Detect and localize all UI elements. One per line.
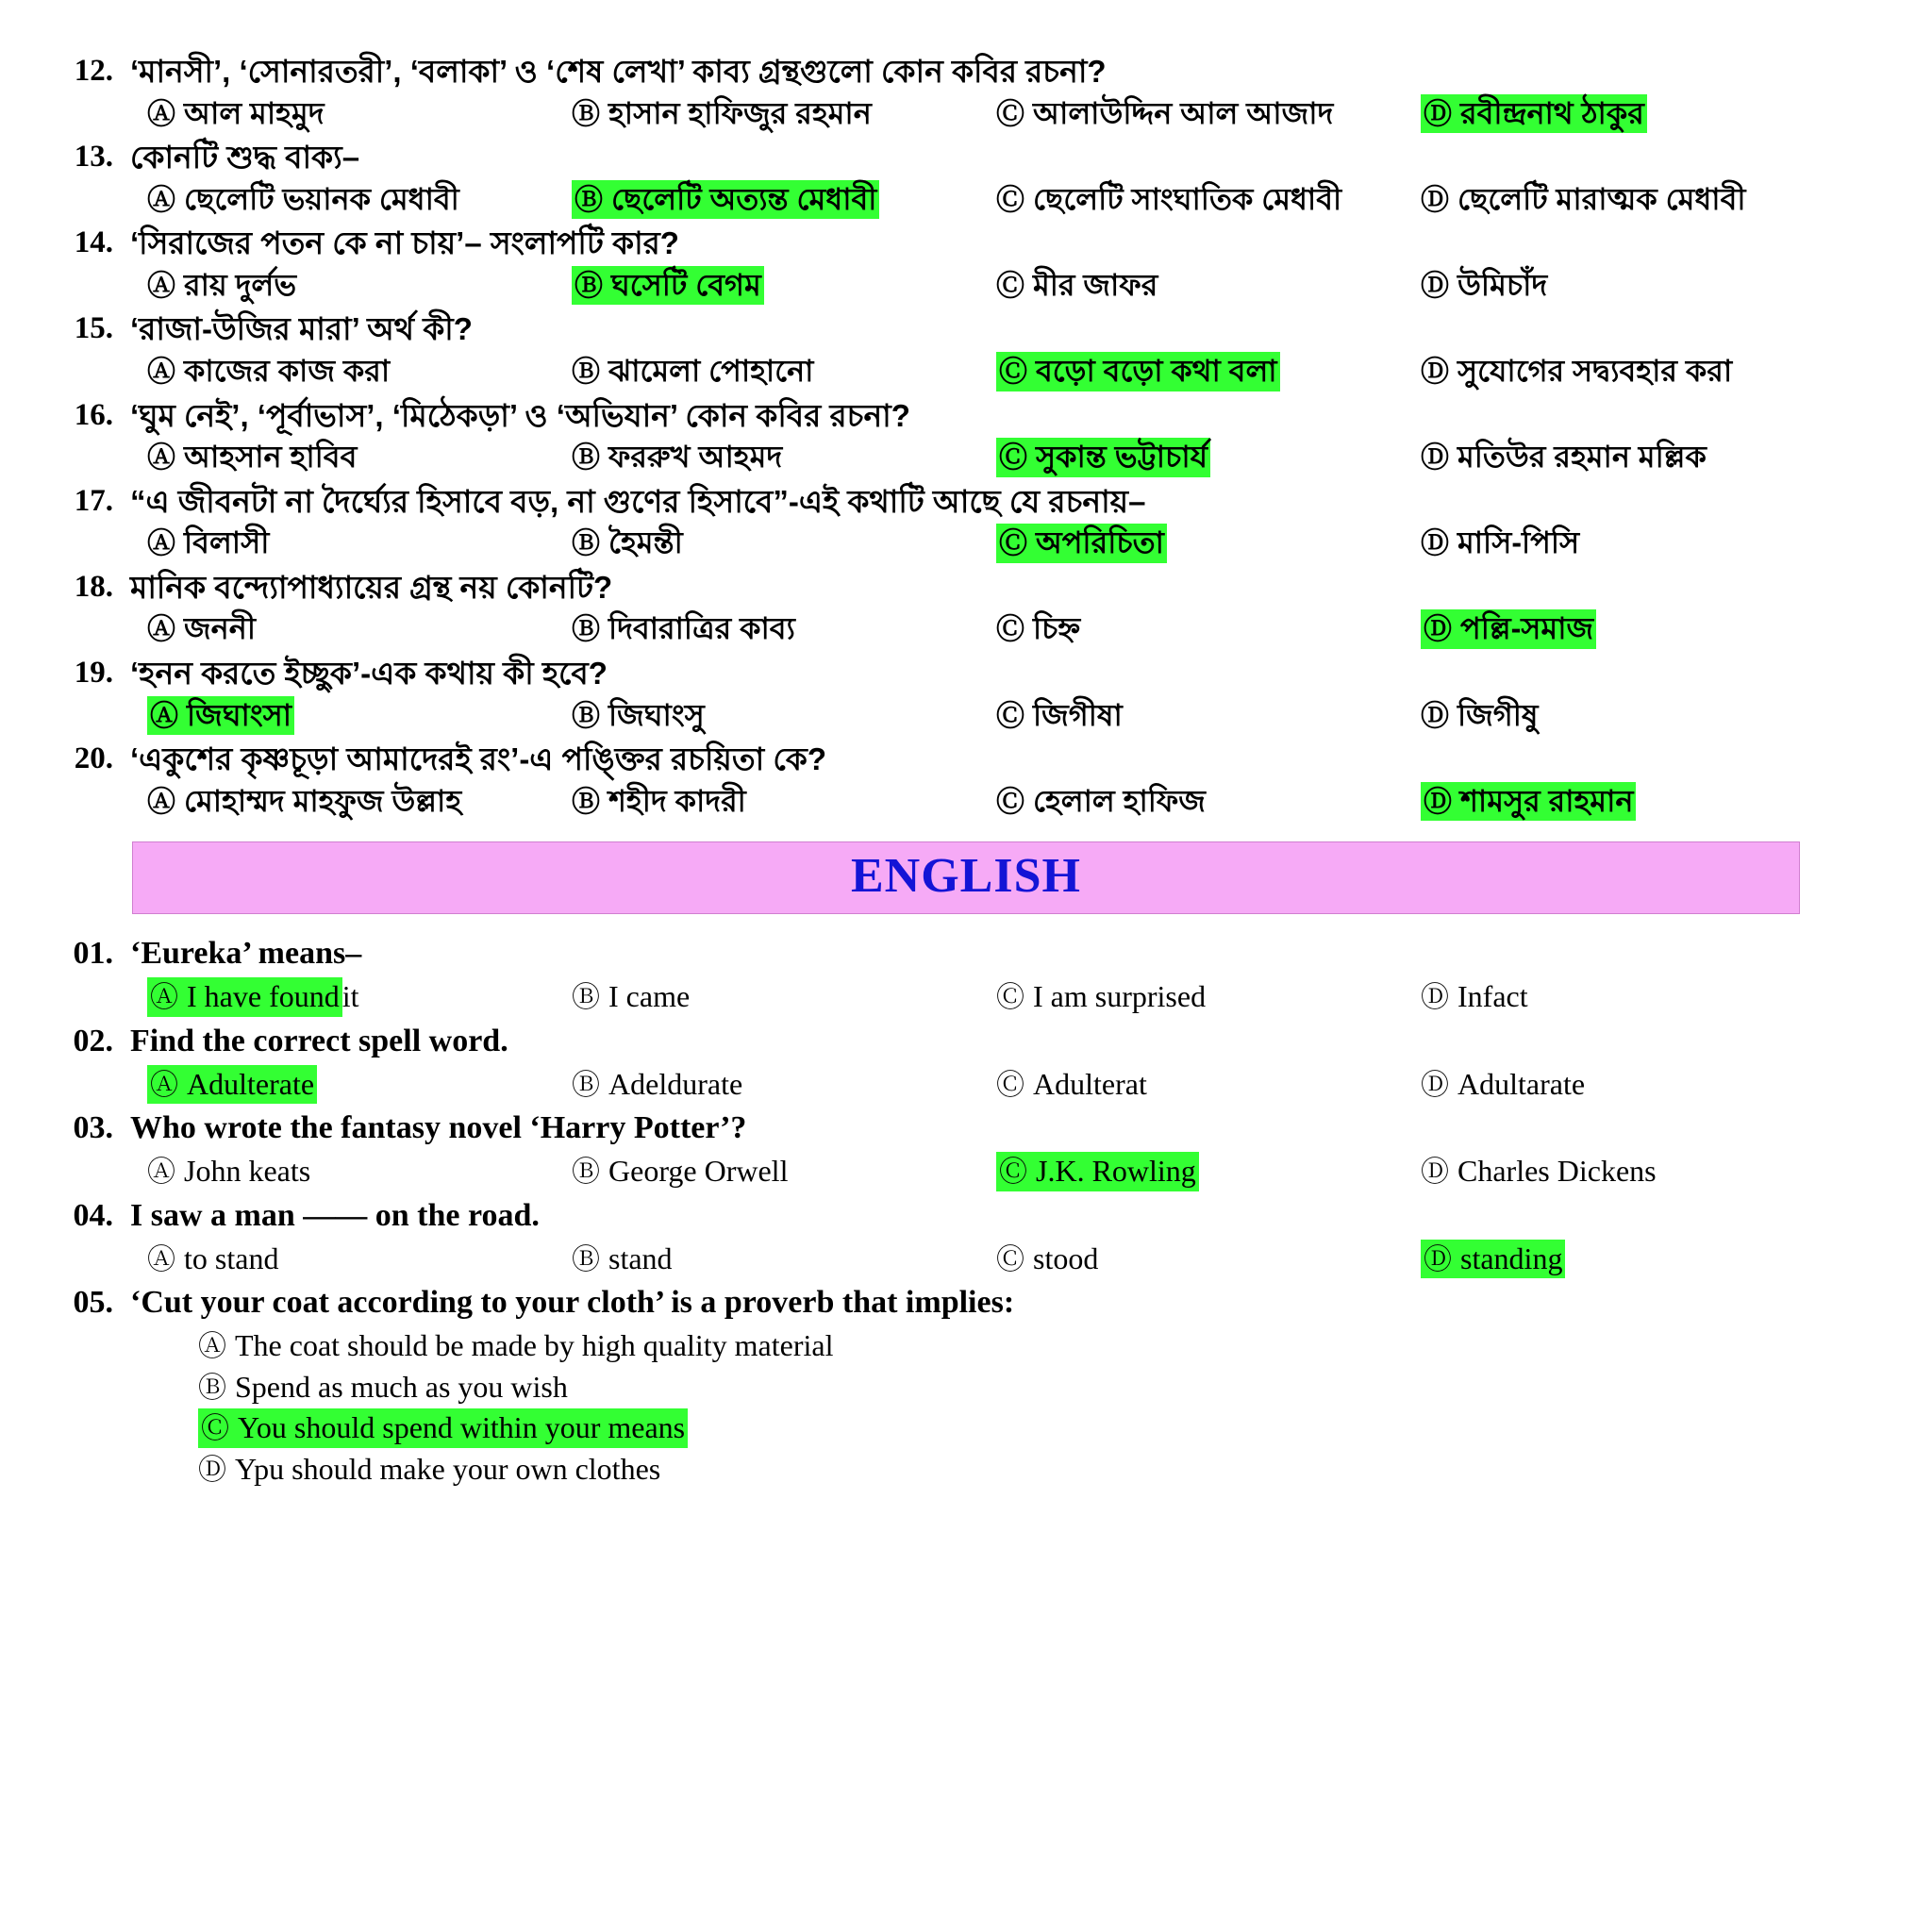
option-label: বিলাসী	[184, 525, 270, 560]
option-label: জননী	[184, 611, 256, 646]
option-Ⓓ[interactable]	[1421, 438, 1707, 477]
option-Ⓑ[interactable]	[572, 782, 996, 822]
option-Ⓒ[interactable]	[996, 266, 1421, 306]
option-label: হৈমন্তী	[608, 525, 683, 560]
option-label: জিঘাংসু	[608, 697, 705, 732]
option-Ⓒ[interactable]	[996, 609, 1421, 649]
option-marker: Ⓒ	[996, 614, 1024, 646]
question-block	[57, 739, 1875, 821]
option-label: শহীদ কাদরী	[608, 783, 746, 818]
option-label: ফররুখ আহমদ	[608, 440, 783, 475]
option-Ⓒ[interactable]	[996, 1065, 1421, 1105]
question-block	[57, 933, 1875, 1016]
option-marker: Ⓒ	[999, 356, 1027, 388]
option-row	[57, 977, 1875, 1017]
option-marker: Ⓒ	[999, 1157, 1027, 1189]
option-label: John keats	[184, 1154, 311, 1189]
option-label: রায় দুর্লভ	[184, 267, 297, 302]
option-label: Adulterat	[1033, 1066, 1147, 1101]
option-Ⓐ[interactable]	[147, 352, 572, 391]
option-label: George Orwell	[608, 1154, 789, 1189]
english-section-banner	[132, 841, 1800, 914]
option-marker: Ⓑ	[572, 700, 600, 732]
option-Ⓓ[interactable]	[1421, 1065, 1585, 1105]
question-text: I saw a man —— on the road.	[130, 1197, 540, 1233]
option-Ⓓ[interactable]	[1421, 696, 1539, 736]
option-label: হাসান হাফিজুর রহমান	[608, 95, 872, 130]
option-marker: Ⓒ	[996, 786, 1024, 818]
option-Ⓑ[interactable]	[572, 977, 996, 1017]
option-marker: Ⓒ	[996, 700, 1024, 732]
option-marker: Ⓓ	[1424, 786, 1452, 818]
question-text: Find the correct spell word.	[130, 1023, 508, 1058]
option-label: ছেলেটি মারাত্মক মেধাবী	[1457, 181, 1746, 216]
option-Ⓒ[interactable]	[996, 1152, 1421, 1191]
option-Ⓑ[interactable]	[572, 180, 996, 220]
option-marker: Ⓑ	[575, 270, 603, 302]
question-stem	[57, 1282, 1875, 1324]
option-label: কাজের কাজ করা	[184, 353, 391, 388]
option-Ⓒ[interactable]	[996, 782, 1421, 822]
option-row	[57, 94, 1875, 134]
option-Ⓐ[interactable]	[147, 782, 572, 822]
option-label: I came	[608, 979, 691, 1014]
option-marker: Ⓒ	[996, 982, 1024, 1014]
question-number: 02.	[73, 1023, 113, 1058]
option-Ⓑ[interactable]	[572, 94, 996, 134]
option-row	[57, 1240, 1875, 1279]
option-marker: Ⓐ	[147, 1243, 175, 1275]
option-Ⓒ[interactable]	[198, 1408, 1875, 1448]
option-label: You should spend within your means	[238, 1410, 686, 1445]
question-number: 16.	[74, 397, 113, 432]
option-marker: Ⓐ	[150, 982, 178, 1014]
option-Ⓑ[interactable]	[198, 1368, 1875, 1407]
option-Ⓐ[interactable]	[147, 1152, 572, 1191]
option-label: হেলাল হাফিজ	[1033, 783, 1206, 818]
question-number: 17.	[74, 483, 113, 518]
option-marker: Ⓒ	[996, 98, 1024, 130]
option-marker: Ⓑ	[198, 1372, 226, 1404]
option-Ⓐ[interactable]	[147, 180, 572, 220]
option-Ⓓ[interactable]	[1421, 180, 1746, 220]
option-Ⓒ[interactable]	[996, 977, 1421, 1017]
question-text: ‘Cut your coat according to your cloth’ is a proverb that implies:	[130, 1285, 1015, 1321]
option-marker: Ⓑ	[575, 184, 603, 216]
option-label: ঘসেটি বেগম	[611, 267, 761, 302]
question-text: ‘হনন করতে ইচ্ছুক’-এক কথায় কী হবে?	[130, 655, 608, 691]
question-stem	[57, 739, 1875, 780]
option-Ⓐ[interactable]	[147, 438, 572, 477]
option-label: সুযোগের সদ্ব্যবহার করা	[1457, 353, 1733, 388]
option-marker: Ⓐ	[198, 1331, 226, 1363]
option-marker: Ⓓ	[1421, 1069, 1449, 1101]
option-marker: Ⓓ	[1421, 528, 1449, 560]
question-stem	[57, 51, 1875, 92]
option-marker: Ⓓ	[1424, 1243, 1452, 1275]
option-marker: Ⓑ	[572, 528, 600, 560]
question-stem	[57, 1108, 1875, 1150]
question-stem	[57, 1021, 1875, 1063]
option-marker: Ⓒ	[996, 184, 1024, 216]
option-Ⓐ[interactable]	[147, 1240, 572, 1279]
option-Ⓓ[interactable]	[1421, 524, 1579, 563]
option-marker: Ⓑ	[572, 442, 600, 475]
option-Ⓑ[interactable]	[572, 352, 996, 391]
option-marker: Ⓓ	[1424, 614, 1452, 646]
option-marker: Ⓓ	[1421, 356, 1449, 388]
option-marker: Ⓑ	[572, 786, 600, 818]
question-text: ‘ঘুম নেই’, ‘পূর্বাভাস’, ‘মিঠেকড়া’ ও ‘অভিযান’ কোন কবির রচনা?	[130, 397, 910, 433]
option-label: Adeldurate	[608, 1066, 743, 1101]
option-marker: Ⓓ	[1421, 442, 1449, 475]
option-label: চিহ্ন	[1033, 611, 1081, 646]
option-Ⓑ[interactable]	[572, 1065, 996, 1105]
option-label: ঝামেলা পোহানো	[608, 353, 814, 388]
option-marker: Ⓑ	[572, 982, 600, 1014]
option-label: জিগীষু	[1457, 697, 1539, 732]
option-Ⓐ[interactable]	[147, 1065, 572, 1105]
option-Ⓑ[interactable]	[572, 524, 996, 563]
option-Ⓐ[interactable]	[198, 1326, 1875, 1366]
option-row	[57, 266, 1875, 306]
option-label: ছেলেটি ভয়ানক মেধাবী	[184, 181, 459, 216]
option-label: J.K. Rowling	[1036, 1154, 1196, 1189]
question-stem	[57, 137, 1875, 178]
question-stem	[57, 653, 1875, 694]
option-Ⓑ[interactable]	[572, 438, 996, 477]
question-stem	[57, 481, 1875, 523]
option-marker: Ⓓ	[198, 1454, 226, 1486]
question-number: 15.	[74, 311, 113, 346]
option-Ⓒ[interactable]	[996, 438, 1421, 477]
option-marker: Ⓑ	[572, 1243, 600, 1275]
option-Ⓑ[interactable]	[572, 696, 996, 736]
option-label: standing	[1460, 1241, 1563, 1275]
question-block	[57, 1282, 1875, 1489]
question-stem	[57, 308, 1875, 350]
option-Ⓑ[interactable]	[572, 1240, 996, 1279]
option-label: মতিউর রহমান মল্লিক	[1457, 440, 1707, 475]
question-number: 14.	[74, 225, 113, 260]
option-label: সুকান্ত ভট্টাচার্য	[1036, 440, 1208, 475]
question-text: কোনটি শুদ্ধ বাক্য–	[130, 140, 360, 175]
option-marker: Ⓓ	[1421, 184, 1449, 216]
option-marker: Ⓒ	[996, 1243, 1024, 1275]
option-Ⓓ[interactable]	[1421, 94, 1647, 134]
option-label: মীর জাফর	[1033, 267, 1158, 302]
option-row	[57, 438, 1875, 477]
option-marker: Ⓐ	[147, 184, 175, 216]
option-Ⓐ[interactable]	[147, 977, 572, 1017]
option-label: Spend as much as you wish	[235, 1369, 568, 1404]
english-section	[57, 933, 1875, 1489]
question-text: ‘সিরাজের পতন কে না চায়’– সংলাপটি কার?	[130, 225, 679, 261]
option-marker: Ⓒ	[996, 1069, 1024, 1101]
option-marker: Ⓑ	[572, 356, 600, 388]
question-block	[57, 223, 1875, 305]
question-block	[57, 481, 1875, 563]
question-number: 12.	[74, 54, 113, 88]
option-row	[57, 1152, 1875, 1191]
question-number: 05.	[73, 1285, 113, 1321]
question-stem	[57, 567, 1875, 608]
option-label: রবীন্দ্রনাথ ঠাকুর	[1460, 95, 1644, 130]
option-label: I have found	[187, 979, 340, 1014]
question-block	[57, 567, 1875, 649]
option-marker: Ⓐ	[147, 270, 175, 302]
question-text: ‘রাজা-উজির মারা’ অর্থ কী?	[130, 311, 473, 347]
option-Ⓑ[interactable]	[572, 266, 996, 306]
question-text: Who wrote the fantasy novel ‘Harry Potter’?	[130, 1110, 747, 1146]
question-block	[57, 1021, 1875, 1104]
option-label: দিবারাত্রির কাব্য	[608, 611, 795, 646]
question-block	[57, 137, 1875, 219]
question-block	[57, 308, 1875, 391]
option-label: stand	[608, 1241, 673, 1275]
option-Ⓒ[interactable]	[996, 1240, 1421, 1279]
option-label: I am surprised	[1033, 979, 1207, 1014]
option-marker: Ⓓ	[1421, 982, 1449, 1014]
option-label: to stand	[184, 1241, 279, 1275]
question-number: 04.	[73, 1197, 113, 1233]
option-marker: Ⓒ	[999, 442, 1027, 475]
option-row	[57, 696, 1875, 736]
option-marker: Ⓑ	[572, 1157, 600, 1189]
option-label: পল্লি-সমাজ	[1460, 611, 1594, 646]
option-Ⓑ[interactable]	[572, 1152, 996, 1191]
option-Ⓒ[interactable]	[996, 524, 1421, 563]
option-marker: Ⓐ	[147, 98, 175, 130]
option-label: উমিচাঁদ	[1457, 267, 1548, 302]
option-Ⓓ[interactable]	[1421, 352, 1732, 391]
option-Ⓒ[interactable]	[996, 696, 1421, 736]
option-label: Infact	[1457, 979, 1528, 1014]
question-text: ‘Eureka’ means–	[130, 936, 362, 972]
option-marker: Ⓐ	[147, 1157, 175, 1189]
option-Ⓓ[interactable]	[1421, 782, 1636, 822]
option-marker: Ⓑ	[572, 614, 600, 646]
question-stem	[57, 395, 1875, 437]
question-number: 01.	[73, 936, 113, 972]
option-Ⓒ[interactable]	[996, 352, 1421, 391]
question-stem	[57, 223, 1875, 264]
option-Ⓓ[interactable]	[1421, 977, 1528, 1017]
option-label: stood	[1033, 1241, 1099, 1275]
question-block	[57, 653, 1875, 735]
option-label-rest: it	[341, 979, 359, 1014]
question-number: 18.	[74, 569, 113, 604]
option-label: ছেলেটি অত্যন্ত মেধাবী	[611, 181, 877, 216]
option-label: মাসি-পিসি	[1457, 525, 1580, 560]
option-label: আল মাহমুদ	[184, 95, 325, 130]
question-block	[57, 1195, 1875, 1278]
option-marker: Ⓐ	[147, 528, 175, 560]
option-marker: Ⓒ	[999, 528, 1027, 560]
option-marker: Ⓓ	[1421, 1157, 1449, 1189]
option-Ⓐ[interactable]	[147, 609, 572, 649]
question-number: 19.	[74, 655, 113, 690]
option-marker: Ⓑ	[572, 1069, 600, 1101]
option-row	[57, 609, 1875, 649]
option-row	[57, 1065, 1875, 1105]
question-number: 13.	[74, 140, 113, 175]
option-row	[57, 1326, 1875, 1489]
option-label: শামসুর রাহমান	[1460, 783, 1634, 818]
question-block	[57, 51, 1875, 133]
option-Ⓓ[interactable]	[1421, 1152, 1657, 1191]
option-label: বড়ো বড়ো কথা বলা	[1036, 353, 1277, 388]
option-marker: Ⓒ	[201, 1413, 229, 1445]
question-text: “এ জীবনটা না দৈর্ঘ্যের হিসাবে বড়, না গুণের হিসাবে”-এই কথাটি আছে যে রচনায়–	[130, 483, 1146, 519]
question-stem	[57, 1195, 1875, 1238]
option-marker: Ⓐ	[147, 356, 175, 388]
option-label: জিগীষা	[1033, 697, 1123, 732]
question-text: মানিক বন্দ্যোপাধ্যায়ের গ্রন্থ নয় কোনটি?	[130, 569, 613, 605]
option-Ⓐ[interactable]	[147, 524, 572, 563]
question-text: ‘মানসী’, ‘সোনারতরী’, ‘বলাকা’ ও ‘শেষ লেখা’ কাব্য গ্রন্থগুলো কোন কবির রচনা?	[130, 54, 1107, 89]
option-marker: Ⓑ	[572, 98, 600, 130]
question-stem	[57, 933, 1875, 975]
option-label: জিঘাংসা	[187, 697, 292, 732]
option-marker: Ⓐ	[147, 786, 175, 818]
option-row	[57, 524, 1875, 563]
option-row	[57, 352, 1875, 391]
option-marker: Ⓐ	[147, 614, 175, 646]
option-marker: Ⓒ	[996, 270, 1024, 302]
option-marker: Ⓓ	[1424, 98, 1452, 130]
option-label: The coat should be made by high quality material	[235, 1328, 834, 1363]
option-label: Adultarate	[1457, 1066, 1586, 1101]
option-row	[57, 782, 1875, 822]
option-Ⓒ[interactable]	[996, 180, 1421, 220]
option-label: মোহাম্মদ মাহফুজ উল্লাহ	[184, 783, 462, 818]
bangla-section	[57, 51, 1875, 821]
option-marker: Ⓐ	[150, 1069, 178, 1101]
option-row	[57, 180, 1875, 220]
option-label: Adulterate	[187, 1066, 315, 1101]
option-Ⓒ[interactable]	[996, 94, 1421, 134]
option-Ⓐ[interactable]	[147, 266, 572, 306]
option-marker: Ⓐ	[147, 442, 175, 475]
question-block	[57, 1108, 1875, 1191]
option-label: Ypu should make your own clothes	[235, 1451, 661, 1486]
option-Ⓓ[interactable]	[1421, 609, 1596, 649]
question-text: ‘একুশের কৃষ্ণচূড়া আমাদেরই রং’-এ পঙ্ক্তির রচয়িতা কে?	[130, 741, 826, 777]
option-label: আহসান হাবিব	[184, 440, 358, 475]
option-marker: Ⓓ	[1421, 700, 1449, 732]
english-banner-label: ENGLISH	[851, 849, 1081, 904]
question-number: 03.	[73, 1110, 113, 1146]
option-Ⓓ[interactable]	[1421, 266, 1547, 306]
option-marker: Ⓐ	[150, 700, 178, 732]
option-Ⓓ[interactable]	[1421, 1240, 1565, 1279]
question-block	[57, 395, 1875, 477]
option-marker: Ⓓ	[1421, 270, 1449, 302]
option-Ⓓ[interactable]	[198, 1450, 1875, 1490]
option-Ⓑ[interactable]	[572, 609, 996, 649]
option-label: Charles Dickens	[1457, 1154, 1657, 1189]
option-Ⓐ[interactable]	[147, 94, 572, 134]
option-Ⓐ[interactable]	[147, 696, 572, 736]
option-label: ছেলেটি সাংঘাতিক মেধাবী	[1033, 181, 1342, 216]
question-number: 20.	[74, 741, 113, 776]
option-label: আলাউদ্দিন আল আজাদ	[1033, 95, 1334, 130]
option-label: অপরিচিতা	[1036, 525, 1164, 560]
